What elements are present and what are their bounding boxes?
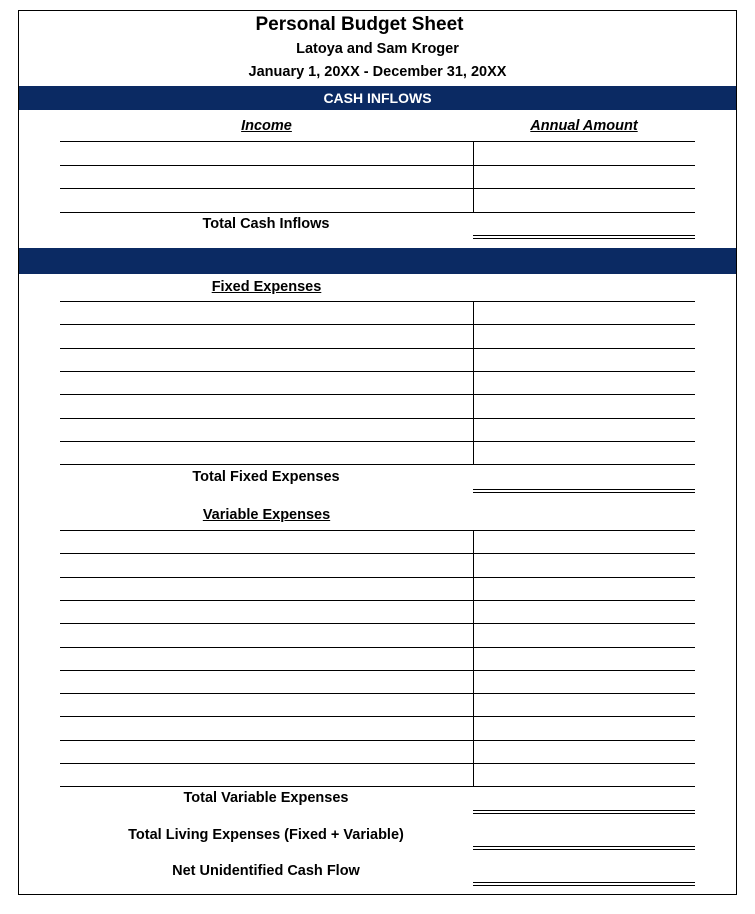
total-living-expenses-value[interactable] [473,846,695,850]
variable-expense-rule [60,786,695,787]
income-column-header: Income [241,118,292,134]
variable-expense-amount-cell[interactable] [474,717,695,739]
fixed-expense-description-cell[interactable] [60,302,473,324]
total-cash-inflows-label: Total Cash Inflows [202,216,330,232]
net-cash-flow-label: Net Unidentified Cash Flow [172,863,360,879]
variable-expense-amount-cell[interactable] [474,741,695,763]
cash-inflows-band: CASH INFLOWS [19,86,736,110]
variable-expense-description-cell[interactable] [60,554,473,576]
fixed-expense-description-cell[interactable] [60,372,473,394]
income-description-cell[interactable] [60,189,473,212]
variable-expense-amount-cell[interactable] [474,624,695,646]
fixed-expenses-header: Fixed Expenses [211,279,322,295]
total-variable-expenses-label: Total Variable Expenses [183,790,349,806]
total-living-expenses-label: Total Living Expenses (Fixed + Variable) [128,827,404,843]
net-cash-flow-value[interactable] [473,882,695,886]
income-description-cell[interactable] [60,166,473,189]
income-amount-cell[interactable] [474,189,695,212]
fixed-expense-amount-cell[interactable] [474,419,695,441]
variable-expense-description-cell[interactable] [60,764,473,786]
variable-expense-description-cell[interactable] [60,578,473,600]
fixed-expense-amount-cell[interactable] [474,302,695,324]
budget-period: January 1, 20XX - December 31, 20XX [248,64,507,80]
variable-expense-description-cell[interactable] [60,601,473,623]
variable-expense-description-cell[interactable] [60,694,473,716]
variable-expense-description-cell[interactable] [60,717,473,739]
variable-expense-description-cell[interactable] [60,648,473,670]
income-rule [60,212,695,213]
fixed-expense-rule [60,464,695,465]
total-cash-inflows-value[interactable] [473,235,695,239]
variable-expense-amount-cell[interactable] [474,671,695,693]
variable-expense-amount-cell[interactable] [474,531,695,553]
fixed-expense-description-cell[interactable] [60,349,473,371]
fixed-expense-description-cell[interactable] [60,395,473,417]
page-title: Personal Budget Sheet [255,14,464,35]
variable-expense-description-cell[interactable] [60,624,473,646]
fixed-expense-amount-cell[interactable] [474,442,695,464]
total-fixed-expenses-value[interactable] [473,489,695,493]
fixed-expense-amount-cell[interactable] [474,372,695,394]
annual-amount-column-header: Annual Amount [530,118,638,134]
total-fixed-expenses-label: Total Fixed Expenses [192,469,340,485]
variable-expense-amount-cell[interactable] [474,648,695,670]
variable-expense-amount-cell[interactable] [474,578,695,600]
variable-expense-description-cell[interactable] [60,671,473,693]
fixed-expense-description-cell[interactable] [60,442,473,464]
income-amount-cell[interactable] [474,166,695,189]
variable-expense-description-cell[interactable] [60,741,473,763]
income-description-cell[interactable] [60,142,473,165]
fixed-expense-amount-cell[interactable] [474,395,695,417]
fixed-expense-amount-cell[interactable] [474,349,695,371]
variable-expense-amount-cell[interactable] [474,601,695,623]
variable-expense-amount-cell[interactable] [474,764,695,786]
variable-expenses-header: Variable Expenses [202,507,331,523]
fixed-expense-description-cell[interactable] [60,419,473,441]
variable-expense-amount-cell[interactable] [474,694,695,716]
income-amount-cell[interactable] [474,142,695,165]
total-variable-expenses-value[interactable] [473,810,695,814]
household-names: Latoya and Sam Kroger [296,41,459,57]
fixed-expense-description-cell[interactable] [60,325,473,347]
variable-expense-description-cell[interactable] [60,531,473,553]
variable-expense-amount-cell[interactable] [474,554,695,576]
fixed-expense-amount-cell[interactable] [474,325,695,347]
cash-outflows-band [19,248,736,274]
